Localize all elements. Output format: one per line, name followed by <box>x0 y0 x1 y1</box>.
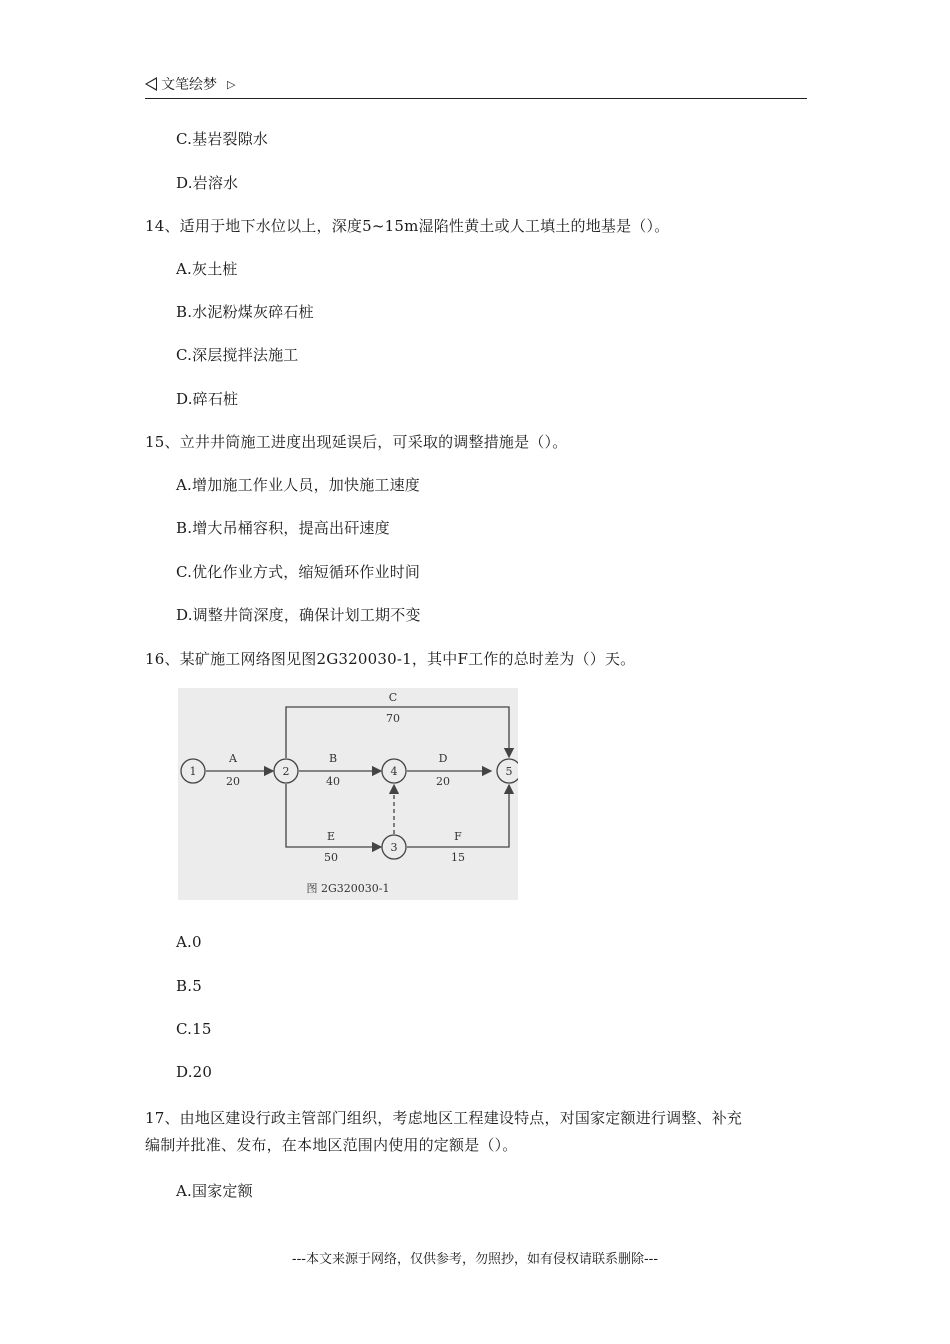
option-a: A.国家定额 <box>176 1182 253 1200</box>
activity-c-name: C <box>388 691 398 704</box>
option-c: C.深层搅拌法施工 <box>176 346 299 364</box>
triangle-left-icon <box>145 77 157 91</box>
question-15: 15、立井井筒施工进度出现延误后，可采取的调整措施是（）。 <box>145 433 568 451</box>
activity-c-duration: 70 <box>386 712 400 725</box>
page-footer: ---本文来源于网络，仅供参考，勿照抄，如有侵权请联系删除--- <box>291 1252 659 1267</box>
brand-text: 文笔绘梦 <box>161 77 217 93</box>
node-1-label: 1 <box>189 765 197 778</box>
activity-d-name: D <box>438 752 448 765</box>
option-c: C.基岩裂隙水 <box>176 130 269 148</box>
activity-a-name: A <box>229 752 237 765</box>
option-a: A.灰土桩 <box>176 260 238 278</box>
activity-f-name: F <box>454 830 462 843</box>
option-d: D.调整井筒深度，确保计划工期不变 <box>176 606 421 624</box>
node-5-label: 5 <box>505 765 513 778</box>
activity-f-duration: 15 <box>451 851 465 864</box>
option-d: D.岩溶水 <box>176 174 239 192</box>
question-17-line-1: 17、由地区建设行政主管部门组织，考虑地区工程建设特点，对国家定额进行调整、补充 <box>145 1109 743 1127</box>
question-14: 14、适用于地下水位以上，深度5~15m湿陷性黄土或人工填土的地基是（）。 <box>145 217 670 235</box>
question-16: 16、某矿施工网络图见图2G320030-1，其中F工作的总时差为（）天。 <box>145 650 636 668</box>
page-header <box>145 74 807 99</box>
triangle-right-icon: ▷ <box>227 77 236 91</box>
option-b: B.水泥粉煤灰碎石桩 <box>176 303 314 321</box>
option-d: D.碎石桩 <box>176 390 239 408</box>
activity-b-name: B <box>328 752 338 765</box>
network-diagram-svg <box>178 688 518 900</box>
figure-caption: 图 2G320030-1 <box>306 882 390 895</box>
header-brand <box>145 74 235 94</box>
option-b: B.5 <box>176 977 202 995</box>
option-d: D.20 <box>176 1063 213 1081</box>
option-b: B.增大吊桶容积，提高出矸速度 <box>176 519 390 537</box>
activity-e-duration: 50 <box>324 851 338 864</box>
node-4-label: 4 <box>390 765 398 778</box>
question-17-line-2: 编制并批准、发布，在本地区范围内使用的定额是（）。 <box>145 1136 518 1154</box>
option-a: A.增加施工作业人员，加快施工速度 <box>176 476 421 494</box>
option-a: A.0 <box>176 933 202 951</box>
activity-e-name: E <box>326 830 336 843</box>
option-c: C.优化作业方式，缩短循环作业时间 <box>176 563 421 581</box>
activity-a-duration: 20 <box>226 775 240 788</box>
activity-d-duration: 20 <box>436 775 450 788</box>
node-2-label: 2 <box>282 765 290 778</box>
option-c: C.15 <box>176 1020 212 1038</box>
node-3-label: 3 <box>390 841 398 854</box>
network-diagram <box>178 688 518 900</box>
activity-b-duration: 40 <box>326 775 340 788</box>
